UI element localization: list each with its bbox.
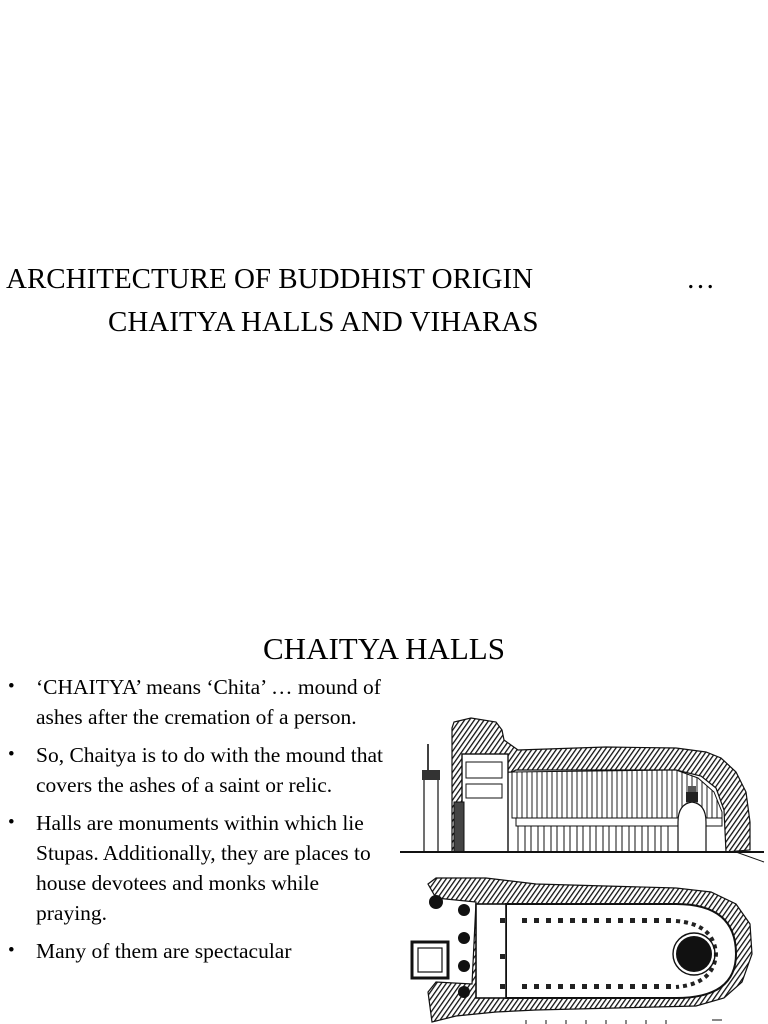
chaitya-halls-heading: CHAITYA HALLS bbox=[263, 631, 505, 666]
bullet-text: ‘CHAITYA’ means ‘Chita’ … mound of ashes after the cremation of a person. bbox=[36, 675, 381, 729]
bullet-icon: • bbox=[8, 812, 15, 833]
title-ellipsis: … bbox=[686, 263, 715, 295]
bullet-icon: • bbox=[8, 940, 15, 961]
list-item bbox=[0, 808, 390, 928]
bullet-text: Halls are monuments within which lie Stupas. Additionally, they are places to house devotees and monks while praying. bbox=[36, 811, 371, 925]
bullet-text: Many of them are spectacular bbox=[36, 939, 292, 963]
chaitya-hall-section-and-plan-icon bbox=[376, 692, 768, 1024]
section-view bbox=[400, 718, 764, 862]
slide-title-line-2: CHAITYA HALLS AND VIHARAS bbox=[108, 306, 539, 338]
chaitya-hall-drawing bbox=[376, 692, 768, 1024]
bullet-list bbox=[0, 672, 390, 974]
list-item bbox=[0, 936, 390, 966]
plan-view bbox=[412, 878, 752, 1024]
slide-chaitya-halls bbox=[0, 512, 768, 1024]
title-text-main: ARCHITECTURE OF BUDDHIST ORIGIN bbox=[6, 263, 534, 295]
bullet-icon: • bbox=[8, 676, 15, 697]
list-item bbox=[0, 740, 390, 800]
slide-title-line-1 bbox=[6, 262, 746, 296]
bullet-icon: • bbox=[8, 744, 15, 765]
list-item bbox=[0, 672, 390, 732]
bullet-text: So, Chaitya is to do with the mound that covers the ashes of a saint or relic. bbox=[36, 743, 383, 797]
